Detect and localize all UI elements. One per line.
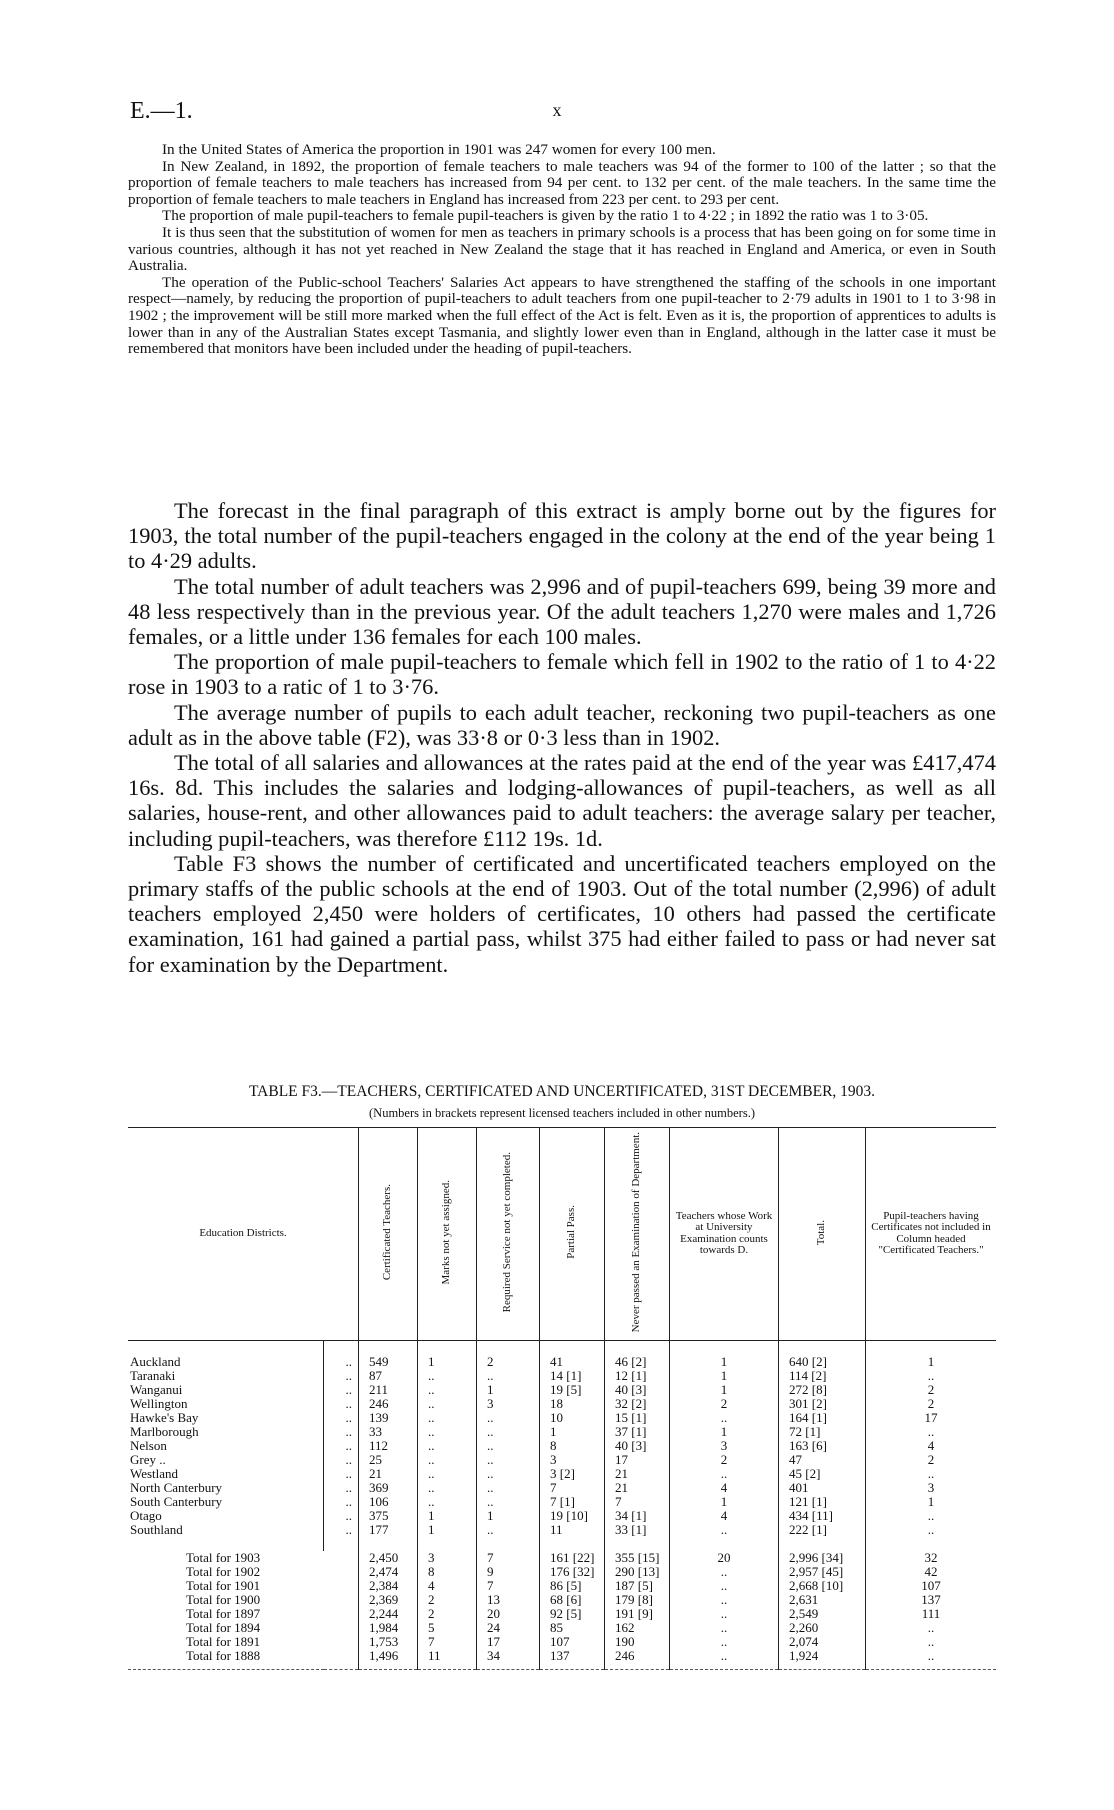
teachers-table [128, 1127, 996, 1670]
district-row [128, 1495, 996, 1509]
table-cell: 1,984 [359, 1621, 418, 1635]
table-cell: 4 [670, 1509, 779, 1523]
table-cell: 3 [866, 1481, 997, 1495]
table-cell: 34 [477, 1649, 540, 1670]
table-cell: 46 [2] [605, 1355, 670, 1369]
table-cell: 7 [418, 1635, 477, 1649]
table-subtitle: (Numbers in brackets represent licensed teachers included in other numbers.) [369, 1106, 755, 1120]
table-cell: Otago [130, 1507, 162, 1523]
table-cell: 164 [1] [779, 1411, 866, 1425]
table-cell: 2,631 [779, 1593, 866, 1607]
table-body [128, 1340, 996, 1669]
total-row [128, 1593, 996, 1607]
page-header [130, 98, 984, 128]
table-cell: 2,996 [34] [779, 1551, 866, 1565]
table-header-row [128, 1128, 996, 1341]
total-row [128, 1621, 996, 1635]
body-paragraph: The total of all salaries and allowances at the rates paid at the end of the year was £417,474 16s. 8d. This includes the salaries and lodging-allowances of pupil-teachers, as well as all salaries, house-rent, and other allowances paid to adult teachers: the average salary per teacher, including pupil-teachers, was therefore £112 19s. 1d. [128, 750, 996, 851]
district-row [128, 1397, 996, 1411]
table-cell: 72 [1] [779, 1425, 866, 1439]
table-cell: 1 [418, 1523, 477, 1537]
table-cell: .. [670, 1523, 779, 1537]
table-cell: .. [670, 1579, 779, 1593]
table-cell: 301 [2] [779, 1397, 866, 1411]
total-row [128, 1551, 996, 1565]
district-row [128, 1439, 996, 1453]
quote-paragraph: In New Zealand, in 1892, the proportion of female teachers to male teachers was 94 of the former to 100 of the latter ; so that the proportion of female teachers to male teachers has increased from 94 per cent. to 132 per cent. of the male teachers. In the same time the proportion of female teachers to male teachers in England has increased from 223 per cent. to 293 per cent. [128, 157, 996, 208]
table-cell: Total for 1888 [128, 1649, 359, 1670]
table-cell: 290 [13] [605, 1565, 670, 1579]
district-row [128, 1383, 996, 1397]
table-cell: Total for 1902 [186, 1563, 261, 1579]
table-cell: .. [418, 1411, 477, 1425]
table-cell: .. [477, 1369, 540, 1383]
table-cell: 37 [1] [605, 1425, 670, 1439]
table-cell: South Canterbury [130, 1493, 223, 1509]
district-row [128, 1481, 996, 1495]
table-cell: 3 [418, 1551, 477, 1565]
table-cell: Total for 1901 [186, 1577, 261, 1593]
table-cell: 34 [1] [605, 1509, 670, 1523]
table-cell: 7 [1] [540, 1495, 605, 1509]
table-cell: 15 [1] [605, 1411, 670, 1425]
table-cell: 106 [359, 1495, 418, 1509]
header-partial: Partial Pass. [540, 1128, 605, 1341]
table-cell: 47 [779, 1453, 866, 1467]
table-caption [128, 1083, 996, 1121]
table-cell: 137 [540, 1649, 605, 1670]
table-cell: 2 [418, 1607, 477, 1621]
table-cell: Wanganui [130, 1381, 183, 1397]
table-cell: 246 [605, 1649, 670, 1670]
table-cell: .. [477, 1439, 540, 1453]
table-cell: 401 [779, 1481, 866, 1495]
table-cell: 111 [866, 1607, 997, 1621]
table-cell: 21 [359, 1467, 418, 1481]
table-cell: Southland [130, 1521, 183, 1537]
table-cell: .. [418, 1383, 477, 1397]
table-cell: 177 [359, 1523, 418, 1537]
table-cell: 1 [866, 1495, 997, 1509]
table-cell: .. [418, 1425, 477, 1439]
table-cell: 2,369 [359, 1593, 418, 1607]
table-cell: 17 [477, 1635, 540, 1649]
table-cell: 1,753 [359, 1635, 418, 1649]
body-paragraph: The total number of adult teachers was 2,996 and of pupil-teachers 699, being 39 more and 48 less respectively than in the previous year. Of the adult teachers 1,270 were males and 1,726 females, or a little under 136 females for each 100 males. [128, 573, 996, 650]
table-cell: 32 [2] [605, 1397, 670, 1411]
table-cell: .. [477, 1453, 540, 1467]
district-row [128, 1467, 996, 1481]
table-cell: Auckland [130, 1353, 181, 1369]
table-cell: 40 [3] [605, 1383, 670, 1397]
body-paragraph: The proportion of male pupil-teachers to female which fell in 1902 to the ratio of 1 to 4·22 rose in 1903 to a ratic of 1 to 3·76. [128, 649, 996, 700]
table-cell: 4 [418, 1579, 477, 1593]
table-cell: 68 [6] [540, 1593, 605, 1607]
table-cell: 45 [2] [779, 1467, 866, 1481]
table-cell: 1 [418, 1509, 477, 1523]
table-cell: 11 [418, 1649, 477, 1670]
table-cell: 2 [670, 1397, 779, 1411]
header-total: Total. [779, 1128, 866, 1341]
table-cell: .. [418, 1495, 477, 1509]
table-cell: 33 [1] [605, 1523, 670, 1537]
table-cell: .. [324, 1453, 359, 1467]
table-cell: 3 [477, 1397, 540, 1411]
table-cell: .. [418, 1397, 477, 1411]
table-cell: .. [324, 1495, 359, 1509]
table-cell: 32 [866, 1551, 997, 1565]
district-row [128, 1509, 996, 1523]
table-cell: 107 [866, 1579, 997, 1593]
table-cell: 3 [540, 1453, 605, 1467]
table-cell: .. [324, 1355, 359, 1369]
table-cell: 17 [605, 1453, 670, 1467]
header-districts: Education Districts. [128, 1128, 359, 1341]
table-cell: 1 [670, 1369, 779, 1383]
table-cell: 7 [477, 1579, 540, 1593]
table-cell: 20 [477, 1607, 540, 1621]
table-cell: 8 [418, 1565, 477, 1579]
table-cell: 1 [477, 1509, 540, 1523]
table-cell: .. [477, 1425, 540, 1439]
table-cell: 2 [670, 1453, 779, 1467]
table-cell: .. [866, 1467, 997, 1481]
table-cell: Total for 1900 [186, 1591, 261, 1607]
table-cell: 18 [540, 1397, 605, 1411]
table-cell: 25 [359, 1453, 418, 1467]
table-cell: 2 [866, 1383, 997, 1397]
table-title: TABLE F3.—TEACHERS, CERTIFICATED AND UNCERTIFICATED, 31ST DECEMBER, 1903. [248, 1083, 876, 1100]
table-cell: 2 [418, 1593, 477, 1607]
table-cell: 85 [540, 1621, 605, 1635]
table-cell: 33 [359, 1425, 418, 1439]
table-cell: 87 [359, 1369, 418, 1383]
table-cell: 2 [866, 1397, 997, 1411]
table-cell: 2,074 [779, 1635, 866, 1649]
table-cell: 161 [22] [540, 1551, 605, 1565]
table-cell: 1 [670, 1495, 779, 1509]
table-cell: 7 [540, 1481, 605, 1495]
table-cell: Nelson [130, 1437, 167, 1453]
table-cell: 137 [866, 1593, 997, 1607]
table-cell: .. [670, 1411, 779, 1425]
spacer-row [128, 1537, 996, 1551]
table-cell: .. [418, 1481, 477, 1495]
table-cell: .. [418, 1467, 477, 1481]
table-cell: 4 [866, 1439, 997, 1453]
table-cell: .. [418, 1369, 477, 1383]
table-cell: 10 [540, 1411, 605, 1425]
table-cell: .. [670, 1621, 779, 1635]
table-cell: .. [670, 1635, 779, 1649]
table-cell: 2 [477, 1355, 540, 1369]
table-cell: 3 [670, 1439, 779, 1453]
total-row [128, 1565, 996, 1579]
district-row [128, 1425, 996, 1439]
table-cell: .. [324, 1509, 359, 1523]
table-cell: Total for 1903 [186, 1549, 261, 1565]
table-cell: .. [477, 1411, 540, 1425]
page-number: x [552, 100, 562, 120]
table-cell: 2,474 [359, 1565, 418, 1579]
table-cell: 1 [670, 1425, 779, 1439]
table-cell: 7 [477, 1551, 540, 1565]
district-row [128, 1523, 996, 1537]
table-cell: .. [477, 1481, 540, 1495]
table-cell: 2,549 [779, 1607, 866, 1621]
quote-paragraph: The operation of the Public-school Teachers' Salaries Act appears to have strengthened the staffing of the schools in one important respect—namely, by reducing the proportion of pupil-teachers to adult teachers from one pupil-teacher to 2·79 adults in 1901 to 1 to 3·98 in 1902 ; the improvement will be still more marked when the full effect of the Act is felt. Even as it is, the proportion of apprentices to adults is lower than in any of the Australian States except Tasmania, and slightly lower even than in England, although in the latter case it must be remembered that monitors have been included under the heading of pupil-teachers. [128, 273, 996, 358]
table-cell: .. [866, 1649, 997, 1670]
table-cell: Grey .. [130, 1451, 166, 1467]
table-cell: 179 [8] [605, 1593, 670, 1607]
body-paragraph: The forecast in the final paragraph of this extract is amply borne out by the figures for 1903, the total number of the pupil-teachers engaged in the colony at the end of the year being 1 to 4·29 adults. [128, 498, 996, 574]
table-cell: .. [324, 1369, 359, 1383]
table-cell: 4 [670, 1481, 779, 1495]
table-cell: 14 [1] [540, 1369, 605, 1383]
header-marks: Marks not yet assigned. [418, 1128, 477, 1341]
header-pupil-teachers: Pupil-teachers having Certificates not included in Column headed "Certificated Teachers." [866, 1128, 997, 1341]
table-cell: 21 [605, 1481, 670, 1495]
table-cell: 272 [8] [779, 1383, 866, 1397]
table-cell: 1 [670, 1355, 779, 1369]
table-cell: .. [324, 1383, 359, 1397]
header-university: Teachers whose Work at University Examination counts towards D. [670, 1128, 779, 1341]
body-text [128, 498, 996, 977]
table-cell: 369 [359, 1481, 418, 1495]
table-cell: 2,244 [359, 1607, 418, 1621]
spacer-row [128, 1340, 996, 1355]
table-cell: Total for 1891 [186, 1633, 261, 1649]
district-row [128, 1453, 996, 1467]
table-cell: .. [670, 1607, 779, 1621]
header-never: Never passed an Examination of Department. [605, 1128, 670, 1341]
table-cell: Total for 1897 [186, 1605, 261, 1621]
table-cell: 375 [359, 1509, 418, 1523]
quote-paragraph: In the United States of America the proportion in 1901 was 247 women for every 100 men. [162, 141, 716, 158]
table-cell: 211 [359, 1383, 418, 1397]
table-cell: Hawke's Bay [130, 1409, 199, 1425]
quote-paragraph: It is thus seen that the substitution of women for men as teachers in primary schools is a process that has been going on for some time in various countries, although it has not yet reached in New Zealand the stage that it has reached in England and America, or even in South Australia. [128, 223, 996, 275]
table-cell: 2,957 [45] [779, 1565, 866, 1579]
table-cell: North Canterbury [130, 1479, 223, 1495]
total-row [128, 1649, 996, 1670]
table-cell: 2,384 [359, 1579, 418, 1593]
header-service: Required Service not yet completed. [477, 1128, 540, 1341]
table-cell: 549 [359, 1355, 418, 1369]
table-cell: .. [418, 1453, 477, 1467]
table-cell: 1,496 [359, 1649, 418, 1670]
table-cell: .. [477, 1467, 540, 1481]
table-cell: 9 [477, 1565, 540, 1579]
table-cell: 121 [1] [779, 1495, 866, 1509]
table-cell: 139 [359, 1411, 418, 1425]
total-row [128, 1607, 996, 1621]
table-cell: Taranaki [130, 1367, 176, 1383]
table-cell: 1 [418, 1355, 477, 1369]
table-cell: Marlborough [130, 1423, 199, 1439]
table-cell: .. [866, 1369, 997, 1383]
table-cell: 246 [359, 1397, 418, 1411]
table-cell: .. [670, 1649, 779, 1670]
table-cell: 2,450 [359, 1551, 418, 1565]
table-cell: 107 [540, 1635, 605, 1649]
table-cell: 24 [477, 1621, 540, 1635]
total-row [128, 1635, 996, 1649]
table-cell: 176 [32] [540, 1565, 605, 1579]
table-cell: 92 [5] [540, 1607, 605, 1621]
table-cell: 2,260 [779, 1621, 866, 1635]
table-cell: 3 [2] [540, 1467, 605, 1481]
table-cell: .. [324, 1397, 359, 1411]
table-cell: .. [477, 1523, 540, 1537]
table-cell: 1 [670, 1383, 779, 1397]
table-cell: .. [418, 1439, 477, 1453]
table-cell: 11 [540, 1523, 605, 1537]
quote-paragraph: The proportion of male pupil-teachers to female pupil-teachers is given by the ratio 1 to 4·22 ; in 1892 the ratio was 1 to 3·05. [162, 207, 929, 225]
table-cell: .. [866, 1635, 997, 1649]
table-cell: 7 [605, 1495, 670, 1509]
body-paragraph: Table F3 shows the number of certificated and uncertificated teachers employed on the primary staffs of the public schools at the end of 1903. Out of the total number (2,996) of adult teachers employed 2,450 were holders of certificates, 10 others had passed the certificate examination, 161 had gained a partial pass, whilst 375 had either failed to pass or had never sat for examination by the Department. [128, 850, 996, 977]
table-cell: 5 [418, 1621, 477, 1635]
table-cell: 12 [1] [605, 1369, 670, 1383]
table-cell: .. [324, 1411, 359, 1425]
table-cell: 434 [11] [779, 1509, 866, 1523]
document-reference: E.—1. [130, 98, 193, 124]
table-cell: 114 [2] [779, 1369, 866, 1383]
table-cell: .. [866, 1509, 997, 1523]
table-cell: 42 [866, 1565, 997, 1579]
table-cell: .. [324, 1439, 359, 1453]
table-cell: 163 [6] [779, 1439, 866, 1453]
table-cell: Westland [130, 1465, 179, 1481]
table-cell: 187 [5] [605, 1579, 670, 1593]
table-cell: .. [866, 1425, 997, 1439]
table-cell: 2,668 [10] [779, 1579, 866, 1593]
table-cell: 222 [1] [779, 1523, 866, 1537]
table-cell: .. [670, 1593, 779, 1607]
district-row [128, 1369, 996, 1383]
table-cell: 640 [2] [779, 1355, 866, 1369]
table-cell: 41 [540, 1355, 605, 1369]
table-cell: Total for 1894 [186, 1619, 261, 1635]
table-cell: 20 [670, 1551, 779, 1565]
table-cell: .. [324, 1523, 359, 1537]
table-cell: 1 [540, 1425, 605, 1439]
table-cell: 190 [605, 1635, 670, 1649]
table-cell: Wellington [130, 1395, 188, 1411]
table-cell: 8 [540, 1439, 605, 1453]
table-cell: 19 [10] [540, 1509, 605, 1523]
table-cell: 112 [359, 1439, 418, 1453]
table-cell: 1 [477, 1383, 540, 1397]
table-cell: .. [324, 1481, 359, 1495]
table-cell: 1 [866, 1355, 997, 1369]
table-cell: 162 [605, 1621, 670, 1635]
table-cell: .. [670, 1565, 779, 1579]
table-cell: 1,924 [779, 1649, 866, 1670]
table-cell: 40 [3] [605, 1439, 670, 1453]
table-cell: .. [324, 1467, 359, 1481]
table-cell: 17 [866, 1411, 997, 1425]
table-cell: .. [866, 1523, 997, 1537]
table-cell: 21 [605, 1467, 670, 1481]
table-cell: 19 [5] [540, 1383, 605, 1397]
table-cell: 86 [5] [540, 1579, 605, 1593]
table-cell: 13 [477, 1593, 540, 1607]
table-cell: .. [324, 1425, 359, 1439]
district-row [128, 1411, 996, 1425]
district-row [128, 1355, 996, 1369]
table-cell: 355 [15] [605, 1551, 670, 1565]
table-cell: 191 [9] [605, 1607, 670, 1621]
table-cell: .. [477, 1495, 540, 1509]
table-cell: .. [670, 1467, 779, 1481]
quoted-extract [128, 142, 996, 358]
body-paragraph: The average number of pupils to each adult teacher, reckoning two pupil-teachers as one adult as in the above table (F2), was 33·8 or 0·3 less than in 1902. [128, 699, 996, 750]
table-cell: .. [866, 1621, 997, 1635]
total-row [128, 1579, 996, 1593]
table-cell: 2 [866, 1453, 997, 1467]
header-certificated: Certificated Teachers. [359, 1128, 418, 1341]
